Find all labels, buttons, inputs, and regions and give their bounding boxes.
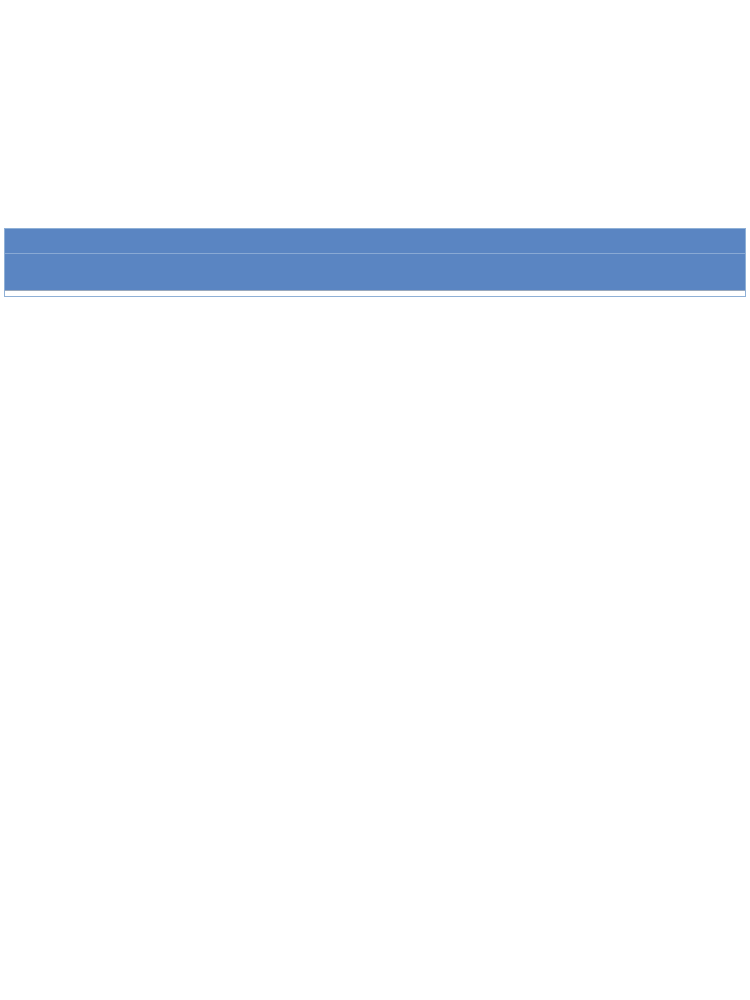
- size-chart-sheet: [4, 228, 746, 297]
- size-info-banner: [5, 229, 745, 290]
- size-check-notice: [5, 254, 745, 290]
- product-notes: [5, 290, 745, 296]
- size-info-title: [5, 229, 745, 254]
